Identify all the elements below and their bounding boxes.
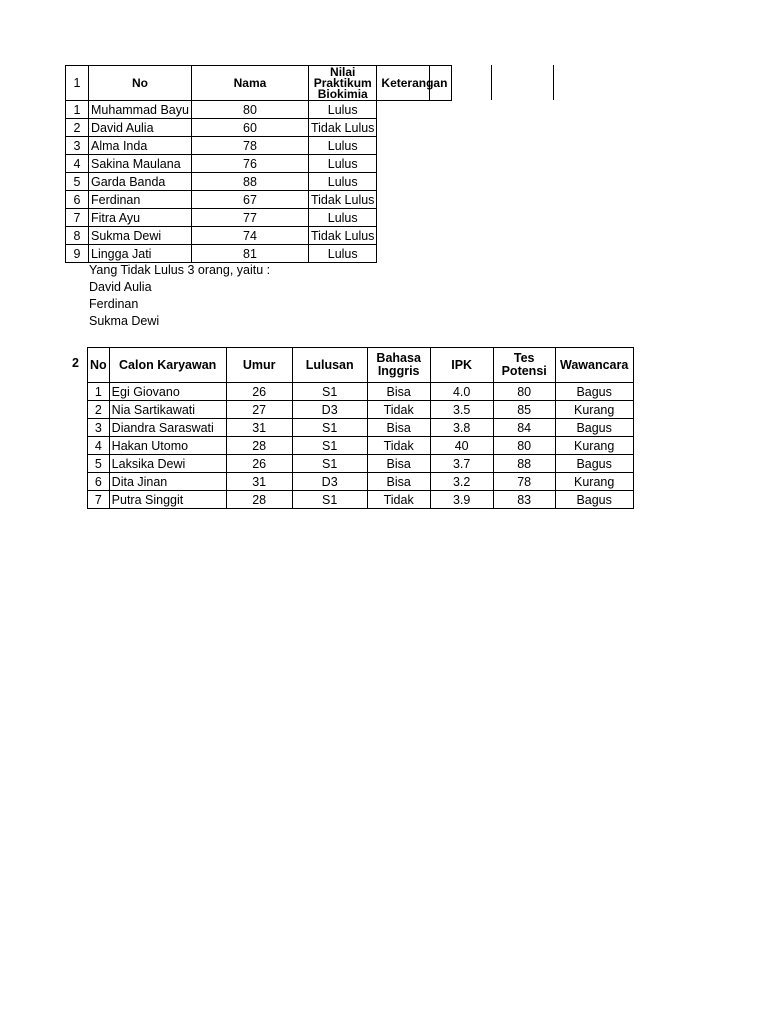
header-calon: Calon Karyawan	[109, 348, 226, 383]
table-cell: 85	[493, 401, 555, 419]
table-cell: Fitra Ayu	[89, 209, 192, 227]
note-name: Ferdinan	[89, 297, 139, 311]
column-divider	[491, 65, 492, 100]
table-cell: Putra Singgit	[109, 491, 226, 509]
table-cell: 31	[226, 473, 292, 491]
table-cell: 6	[66, 191, 89, 209]
table-cell: 26	[226, 455, 292, 473]
table-cell: 5	[88, 455, 110, 473]
table-cell: 83	[493, 491, 555, 509]
table-cell: 40	[430, 437, 493, 455]
table-cell: Tidak	[367, 491, 430, 509]
table-cell: 78	[493, 473, 555, 491]
header-no: No	[89, 66, 192, 101]
table-cell: 1	[66, 101, 89, 119]
table-row	[88, 491, 634, 509]
table-row	[66, 227, 452, 245]
table-cell: Alma Inda	[89, 137, 192, 155]
table-cell: Tidak	[367, 437, 430, 455]
table-cell: 88	[493, 455, 555, 473]
table-row	[88, 473, 634, 491]
table-praktikum	[65, 65, 452, 263]
table-cell: Bisa	[367, 473, 430, 491]
header-bahasa: Bahasa Inggris	[367, 348, 430, 383]
table-cell: 28	[226, 491, 292, 509]
table-cell: 9	[66, 245, 89, 263]
table-cell: Bagus	[555, 419, 633, 437]
table-cell: Sakina Maulana	[89, 155, 192, 173]
header-umur: Umur	[226, 348, 292, 383]
section-number: 2	[72, 356, 79, 370]
table-cell: D3	[292, 401, 367, 419]
table-cell: 4	[66, 155, 89, 173]
table-row	[88, 437, 634, 455]
table-cell: Nia Sartikawati	[109, 401, 226, 419]
table-cell: 80	[493, 437, 555, 455]
table-row	[88, 455, 634, 473]
table-cell: Kurang	[555, 401, 633, 419]
table-cell: 1	[88, 383, 110, 401]
column-divider	[553, 65, 554, 100]
header-tes: Tes Potensi	[493, 348, 555, 383]
table-cell: 76	[191, 155, 308, 173]
table-cell: 60	[191, 119, 308, 137]
table-cell: S1	[292, 455, 367, 473]
header-lulusan: Lulusan	[292, 348, 367, 383]
table-cell: Bagus	[555, 383, 633, 401]
note-summary: Yang Tidak Lulus 3 orang, yaitu :	[89, 263, 271, 277]
note-name: Sukma Dewi	[89, 314, 160, 328]
header-nama: Nama	[191, 66, 308, 101]
table-header-row	[66, 66, 452, 101]
table-cell: Bisa	[367, 455, 430, 473]
column-divider	[429, 65, 430, 100]
table-row	[66, 245, 452, 263]
table-cell: 7	[66, 209, 89, 227]
table-cell: 84	[493, 419, 555, 437]
table-cell: Lulus	[308, 173, 376, 191]
header-no: No	[88, 348, 110, 383]
table-row	[66, 191, 452, 209]
table-cell: Muhammad Bayu	[89, 101, 192, 119]
table-cell: Ferdinan	[89, 191, 192, 209]
table-karyawan	[87, 347, 634, 509]
table-cell: 80	[191, 101, 308, 119]
table-cell: Bagus	[555, 455, 633, 473]
table-cell: 3.9	[430, 491, 493, 509]
table-cell: Bisa	[367, 419, 430, 437]
table-cell: 3.8	[430, 419, 493, 437]
table-cell: Tidak Lulus	[308, 227, 376, 245]
table-row	[66, 101, 452, 119]
table-cell: Sukma Dewi	[89, 227, 192, 245]
table-cell: 2	[88, 401, 110, 419]
table-cell: 80	[493, 383, 555, 401]
table-cell: 3.2	[430, 473, 493, 491]
header-wawancara: Wawancara	[555, 348, 633, 383]
table-cell: Tidak Lulus	[308, 191, 376, 209]
table-row	[88, 401, 634, 419]
table-cell: Lulus	[308, 155, 376, 173]
table-cell: 3.7	[430, 455, 493, 473]
table-row	[66, 119, 452, 137]
table-cell: 27	[226, 401, 292, 419]
table-cell: 26	[226, 383, 292, 401]
table-row	[66, 137, 452, 155]
table-cell: 31	[226, 419, 292, 437]
table-cell: Lulus	[308, 245, 376, 263]
header-keterangan: Keterangan	[377, 66, 452, 101]
table-cell: S1	[292, 491, 367, 509]
table-cell: Bisa	[367, 383, 430, 401]
table-cell: 78	[191, 137, 308, 155]
section-number: 1	[66, 66, 89, 101]
table-cell: Egi Giovano	[109, 383, 226, 401]
table-cell: 77	[191, 209, 308, 227]
table-cell: 3	[88, 419, 110, 437]
table-cell: 4.0	[430, 383, 493, 401]
table-cell: 8	[66, 227, 89, 245]
table-row	[88, 419, 634, 437]
table-header-row	[88, 348, 634, 383]
table-cell: Tidak	[367, 401, 430, 419]
table-cell: 3	[66, 137, 89, 155]
table-cell: 28	[226, 437, 292, 455]
table-cell: Kurang	[555, 437, 633, 455]
table-cell: 81	[191, 245, 308, 263]
table-row	[66, 209, 452, 227]
table-row	[66, 155, 452, 173]
table-cell: Lulus	[308, 101, 376, 119]
table-cell: 74	[191, 227, 308, 245]
table-cell: 5	[66, 173, 89, 191]
header-ipk: IPK	[430, 348, 493, 383]
table-cell: 4	[88, 437, 110, 455]
table-cell: S1	[292, 419, 367, 437]
table-cell: Lingga Jati	[89, 245, 192, 263]
header-nilai: Nilai Praktikum Biokimia	[308, 66, 376, 101]
table-cell: 88	[191, 173, 308, 191]
table-cell: S1	[292, 437, 367, 455]
table-cell: Dita Jinan	[109, 473, 226, 491]
note-name: David Aulia	[89, 280, 152, 294]
table-cell: Diandra Saraswati	[109, 419, 226, 437]
table-cell: Hakan Utomo	[109, 437, 226, 455]
table-cell: Bagus	[555, 491, 633, 509]
table-cell: 2	[66, 119, 89, 137]
table-cell: Garda Banda	[89, 173, 192, 191]
table-cell: 6	[88, 473, 110, 491]
table-cell: Laksika Dewi	[109, 455, 226, 473]
table-cell: Kurang	[555, 473, 633, 491]
table-cell: D3	[292, 473, 367, 491]
table-cell: 67	[191, 191, 308, 209]
table-cell: S1	[292, 383, 367, 401]
table-row	[66, 173, 452, 191]
table-cell: Tidak Lulus	[308, 119, 376, 137]
table-cell: Lulus	[308, 209, 376, 227]
table-cell: 3.5	[430, 401, 493, 419]
table-cell: 7	[88, 491, 110, 509]
table-cell: David Aulia	[89, 119, 192, 137]
table-cell: Lulus	[308, 137, 376, 155]
table-row	[88, 383, 634, 401]
